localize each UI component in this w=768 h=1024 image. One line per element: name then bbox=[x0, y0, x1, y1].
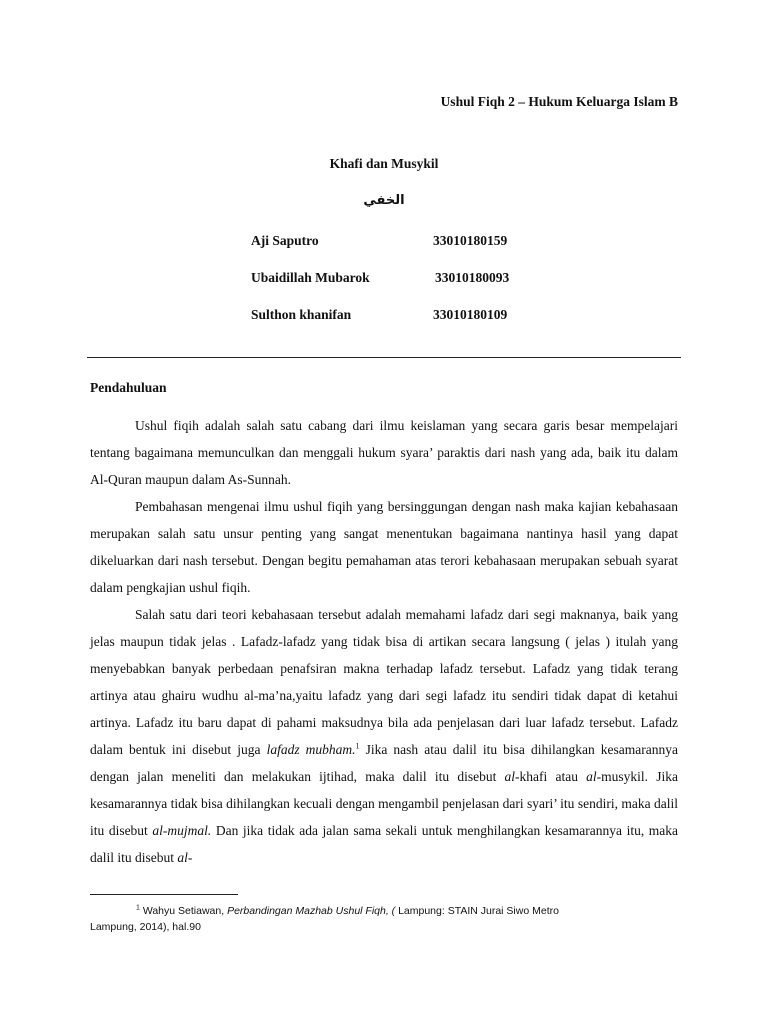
author-nim: 33010180109 bbox=[433, 307, 508, 322]
footnote-number: 1 bbox=[136, 904, 140, 911]
text-run: Dan jika tidak ada jalan sama sekali untuk menghilangkan kesamarannya itu, maka dalil itu disebut bbox=[90, 823, 679, 865]
paragraph bbox=[90, 601, 678, 871]
author-nim: 33010180093 bbox=[435, 270, 510, 285]
section-heading: Pendahuluan bbox=[90, 380, 167, 395]
footnote-author: Wahyu Setiawan, bbox=[139, 904, 228, 917]
italic-term: lafadz mubham. bbox=[266, 742, 356, 757]
text-run: Jika nash atau dalil itu bisa dihilangkan kesamarannya dengan jalan meneliti dan melakukan ijtihad, maka dalil itu disebut bbox=[90, 742, 678, 784]
course-header: Ushul Fiqh 2 – Hukum Keluarga Islam B bbox=[440, 94, 678, 109]
horizontal-divider bbox=[87, 357, 681, 358]
footnote-divider bbox=[90, 894, 238, 895]
document-title: Khafi dan Musykil bbox=[329, 156, 439, 171]
footnote-book: Perbandingan Mazhab Ushul Fiqh, ( bbox=[227, 904, 399, 917]
author-row bbox=[251, 270, 510, 286]
author-row bbox=[251, 307, 508, 323]
author-row bbox=[251, 233, 508, 249]
arabic-title: الخفي bbox=[363, 193, 405, 208]
author-nim: 33010180159 bbox=[433, 233, 508, 248]
italic-term: al- bbox=[504, 769, 520, 784]
body-text bbox=[90, 412, 678, 871]
text-run: khafi atau bbox=[519, 769, 587, 784]
text-run: musykil. Jika kesamarannya tidak bisa dihilangkan kecuali dengan mengambil penjelasan dari syari’ itu sendiri, maka dalil itu disebut bbox=[90, 769, 678, 838]
footnote-ref[interactable]: 1 bbox=[355, 741, 360, 751]
footnote bbox=[90, 900, 590, 935]
paragraph: Ushul fiqih adalah salah satu cabang dari ilmu keislaman yang secara garis besar mempelajari tentang bagaimana memunculkan dan menggali hukum syara’ paraktis dari nash yang ada, baik itu dalam Al-Quran maupun dalam As-Sunnah. bbox=[90, 418, 678, 487]
author-name: Sulthon khanifan bbox=[251, 307, 352, 322]
paragraph: Pembahasan mengenai ilmu ushul fiqih yang bersinggungan dengan nash maka kajian kebahasaan merupakan salah satu unsur penting yang sangat menentukan bagaimana nantinya hasil yang dapat dikeluarkan dari nash tersebut. Dengan begitu pemahaman atas terori kebahasaan merupakan sebuah syarat dalam pengkajian ushul fiqih. bbox=[90, 499, 678, 595]
text-run: Salah satu dari teori kebahasaan tersebut adalah memahami lafadz dari segi maknanya, baik yang jelas maupun tidak jelas . Lafadz-lafadz yang tidak bisa di artikan secara langsung ( jelas ) itulah yang menyebabkan banyak perbedaan penafsiran makna terhadap lafadz tersebut. Lafadz yang tidak terang artinya atau ghairu wudhu al-ma’na,yaitu lafadz yang dari segi lafadz itu sendiri tidak dapat di ketahui artinya. Lafadz itu baru dapat di pahami maksudnya bila ada penjelasan dari luar lafadz tersebut. Lafadz dalam bentuk ini disebut juga bbox=[90, 607, 678, 757]
author-name: Ubaidillah Mubarok bbox=[251, 270, 370, 285]
author-name: Aji Saputro bbox=[251, 233, 319, 248]
italic-term: al- bbox=[177, 850, 193, 865]
footnote-publisher: Lampung: STAIN Jurai Siwo Metro Lampung, 2014), hal.90 bbox=[90, 904, 559, 933]
italic-term: al- bbox=[586, 769, 602, 784]
italic-term: al-mujmal. bbox=[152, 823, 212, 838]
